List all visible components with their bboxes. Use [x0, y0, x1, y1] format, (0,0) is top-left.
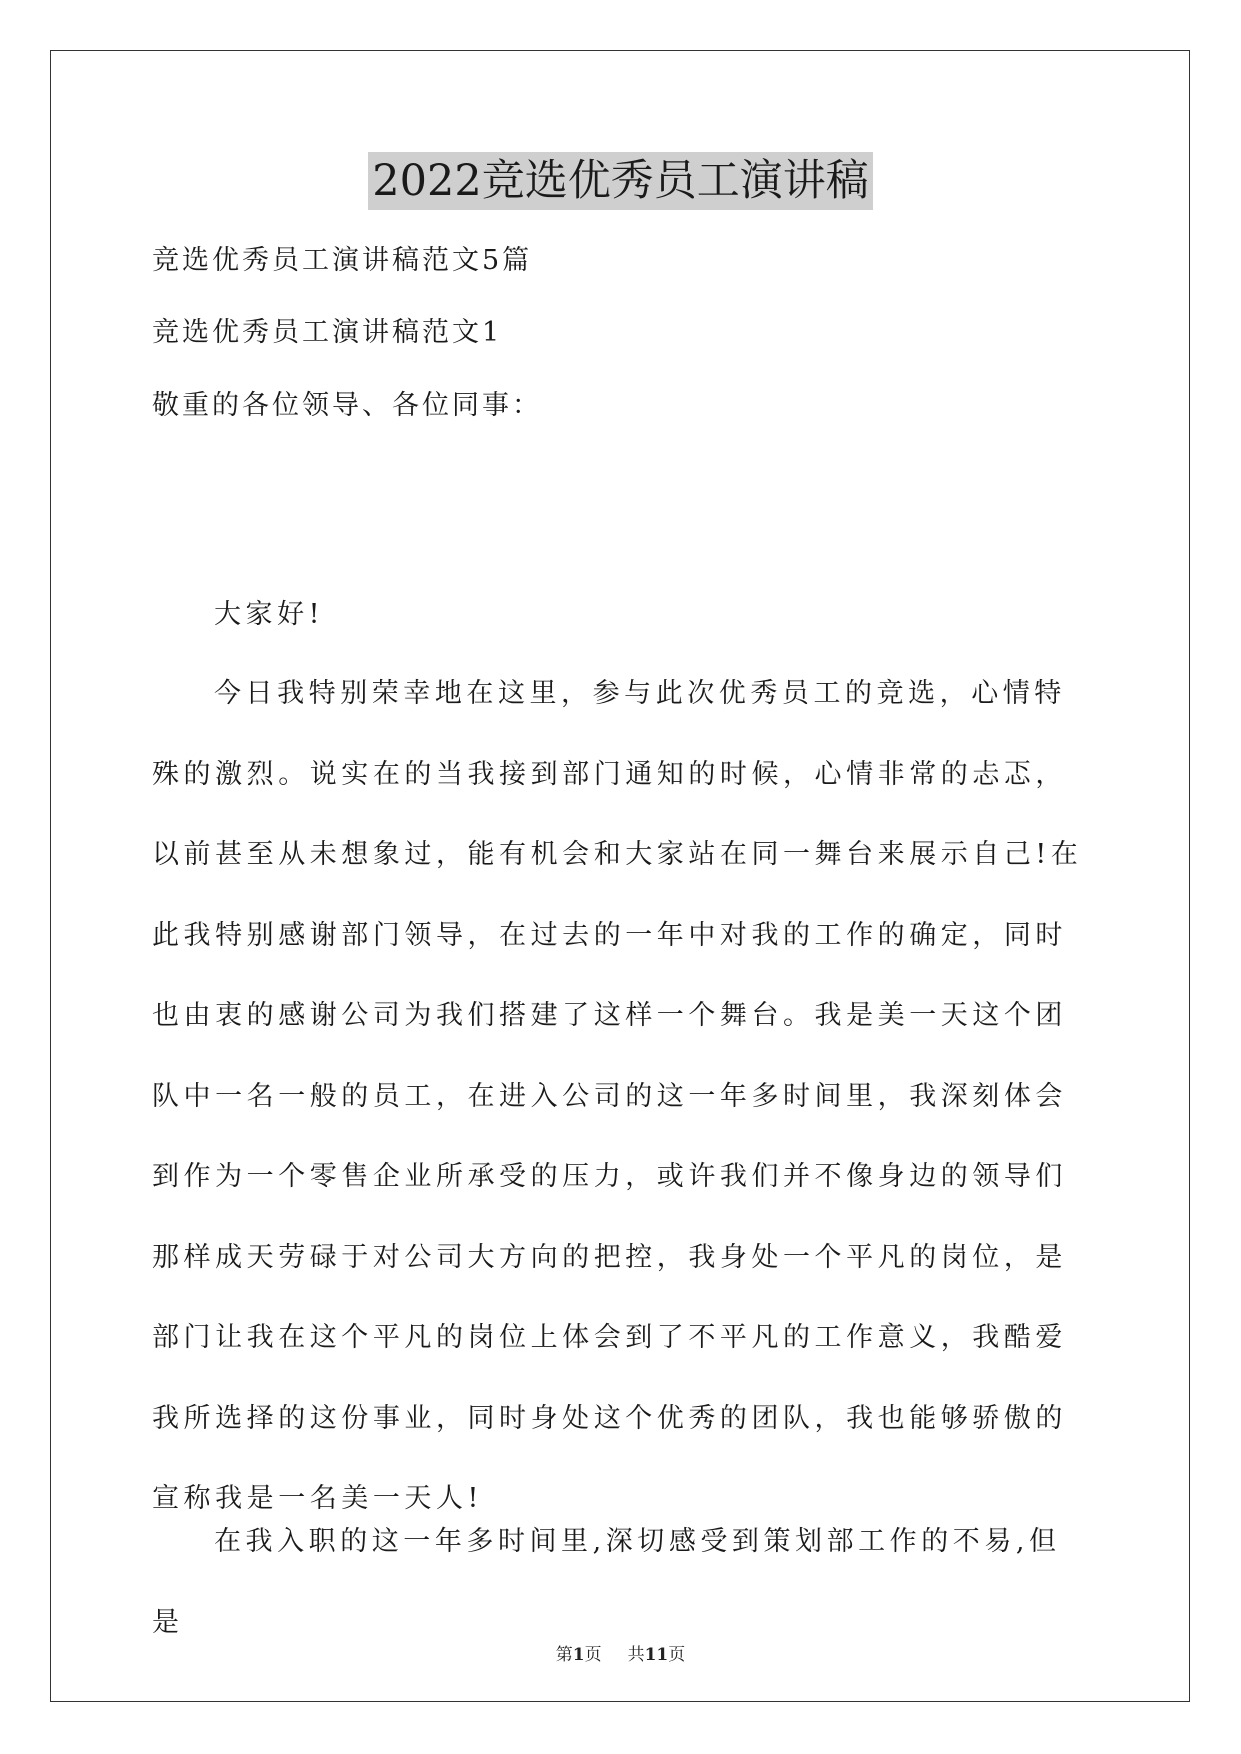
paragraph-body-2: 在我入职的这一年多时间里,深切感受到策划部工作的不易,但是 — [152, 1526, 1061, 1638]
title-container — [0, 152, 1241, 210]
footer-total-prefix: 共 — [627, 1645, 645, 1665]
paragraph-greeting: 大家好! — [214, 599, 325, 630]
footer-page-prefix: 第 — [555, 1645, 573, 1665]
paragraph-body-1: 今日我特别荣幸地在这里，参与此次优秀员工的竞选，心情特殊的激烈。说实在的当我接到部门通知的时候，心情非常的忐忑，以前甚至从未想象过，能有机会和大家站在同一舞台来展示自己!在此我特别感谢部门领导，在过去的一年中对我的工作的确定，同时也由衷的感谢公司为我们搭建了这样一个舞台。我是美一天这个团队中一名一般的员工，在进入公司的这一年多时间里，我深刻体会到作为一个零售企业所承受的压力，或许我们并不像身边的领导们那样成天劳碌于对公司大方向的把控，我身处一个平凡的岗位，是部门让我在这个平凡的岗位上体会到了不平凡的工作意义，我酷爱我所选择的这份事业，同时身处这个优秀的团队，我也能够骄傲的宣称我是一名美一天人! — [152, 678, 1083, 1514]
document-title: 2022竞选优秀员工演讲稿 — [368, 152, 872, 210]
salutation-line: 敬重的各位领导、各位同事： — [152, 390, 542, 421]
subtitle-line-1: 竞选优秀员工演讲稿范文5篇 — [152, 245, 533, 276]
footer-page-suffix: 页 — [584, 1645, 602, 1665]
footer-current-page: 1 — [572, 1645, 585, 1665]
footer-total-suffix: 页 — [668, 1645, 686, 1665]
subtitle-line-2: 竞选优秀员工演讲稿范文1 — [152, 317, 503, 348]
footer-total-pages: 11 — [644, 1645, 669, 1665]
page-footer — [0, 1640, 1241, 1665]
